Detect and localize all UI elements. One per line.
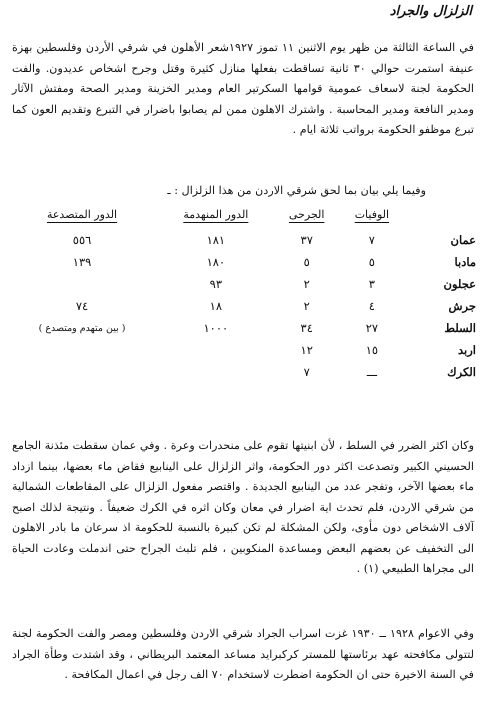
table-row	[6, 317, 480, 339]
cell-city: السلط	[444, 321, 476, 335]
cell-city: جرش	[448, 299, 476, 313]
header-city	[404, 208, 480, 229]
cell-cracked: ( بين متهدم ومتصدع )	[38, 322, 126, 334]
cell-injured: ٢	[303, 299, 310, 313]
table-header-row	[6, 208, 480, 229]
cell-cracked	[6, 273, 158, 295]
cell-deaths: ٤	[368, 299, 375, 313]
cell-cracked: ١٣٩	[72, 255, 92, 269]
cell-city: عجلون	[443, 277, 476, 291]
cell-city: مادبا	[454, 255, 476, 269]
cell-city: الكرك	[447, 365, 476, 379]
table-row	[6, 251, 480, 273]
table-row	[6, 295, 480, 317]
paragraph-locusts: وفي الاعوام ١٩٢٨ ــ ١٩٣٠ غزت اسراب الجراد شرقي الاردن وفلسطين ومصر والفت الحكومة لجنة لتتولى مكافحته عهد برئاستها للمستر كركبرايد مساعد المعتمد البريطاني ، وقد اشتدت وطأة الجراد في السنة الاخيرة حتى ان الحكومة اضطرت لاستخدام ٧٠ الف رجل في اعمال المكافحة .	[12, 627, 475, 681]
cell-injured: ٧	[303, 365, 310, 379]
paragraph-damage: وكان اكثر الضرر في السلط ، لأن ابنيتها تقوم على منحدرات وعرة . وفي عمان سقطت مئذنة الجامع الحسيني الكبير وتصدعت اكثر دور الحكومة، واثر الزلزال على الينابيع فقاض ماء بعضها، بينما ازداد ماء بعضها الآخر، وتفجر عدد من الينابيع الجديدة . واقتصر مفعول الزلزال على المقاطعات الشمالية من شرقي الاردن، فلم تحدث اية اضرار في معان وكان اثره في الكرك ضعيفاً . ونتيجة لذلك اصبح آلاف الاشخاص دون مأوى، ولكن المشكلة لم تكن كبيرة بالنسبة للحكومة اذ سرعان ما بادر الاهلون الى التخفيف عن بعضهم البعض ومساعدة المنكوبين ، فلم تلبث الجراح حتى اندملت وعادت الحياة الى مجراها الطبيعي (١) .	[12, 439, 474, 575]
cell-destroyed	[158, 361, 274, 383]
header-cracked: الدور المتصدعة	[46, 208, 118, 221]
header-destroyed: الدور المنهدمة	[183, 208, 249, 221]
cell-deaths: ٢٧	[365, 321, 379, 335]
header-deaths: الوفيات	[354, 208, 390, 221]
cell-injured: ٣٧	[300, 233, 313, 247]
cell-city: عمان	[450, 233, 476, 247]
cell-deaths: ١٥	[365, 343, 379, 357]
header-injured: الجرحى	[288, 208, 325, 221]
table-row	[6, 273, 480, 295]
cell-destroyed: ١٨	[209, 299, 223, 313]
cell-injured: ٣٤	[300, 321, 313, 335]
paragraph-earthquake: في الساعة الثالثة من ظهر يوم الاثنين ١١ تموز ١٩٢٧شعر الأهلون في شرقي الأردن وفلسطين بهزة عنيفة استمرت حوالي ٣٠ ثانية تساقطت بفعلها منازل كثيرة وقتل وجرح اشخاص عديدون. والفت الحكومة لجنة لاسعاف عمومية قوامها السكرتير العام ومدير الخزينة ومدير الصحة ومفتش الآثار ومدير النافعة ومدير المحاسبة . واشترك الاهلون ممن لم يصابوا باضرار في التبرع وتقديم العون كما تبرع موظفو الحكومة برواتب ثلاثة ايام .	[12, 41, 474, 136]
cell-destroyed: ١٨٠	[206, 255, 226, 269]
cell-deaths: ٣	[368, 277, 375, 291]
cell-destroyed: ١٨١	[206, 233, 226, 247]
cell-injured: ٥	[303, 255, 310, 269]
cell-deaths: ٧	[368, 233, 375, 247]
cell-deaths: ٥	[368, 255, 375, 269]
damage-table	[6, 208, 480, 383]
cell-destroyed	[158, 339, 274, 361]
section-header: الزلزال والجراد	[389, 4, 472, 19]
cell-destroyed: ١٠٠٠	[203, 321, 229, 335]
cell-injured: ٢	[303, 277, 310, 291]
cell-cracked	[6, 361, 158, 383]
table-row	[6, 361, 480, 383]
cell-cracked: ٥٥٦	[72, 233, 92, 247]
cell-deaths: ـــ	[366, 365, 377, 379]
cell-injured: ١٢	[300, 343, 313, 357]
cell-destroyed: ٩٣	[209, 277, 223, 291]
table-row	[6, 339, 480, 361]
cell-city: اربد	[458, 343, 476, 357]
cell-cracked	[6, 339, 158, 361]
table-intro: وفيما يلي بيان بما لحق شرقي الاردن من هذا الزلزال : ـ	[167, 184, 426, 197]
table-row	[6, 229, 480, 251]
cell-cracked: ٧٤	[75, 299, 89, 313]
